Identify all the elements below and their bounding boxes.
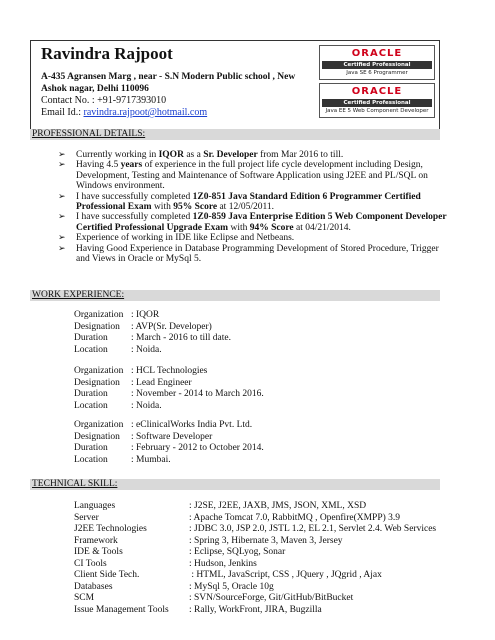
field-label: Duration	[74, 333, 108, 343]
cert-level: Certified Professional	[322, 61, 432, 69]
skill-value: : SVN/SourceForge, Git/GitHub/BitBucket	[189, 593, 354, 603]
arrowhead-bullet-icon: ➢	[58, 160, 66, 171]
text: Having Good Experience in Database Programming Development of Stored Procedure, Trigger and Views in Oracle or MySql 5.	[76, 243, 439, 265]
contact-number: +91-9717393010	[97, 95, 167, 106]
header-box	[30, 40, 440, 130]
field-label: Duration	[74, 443, 108, 453]
field-value: : Software Developer	[131, 431, 213, 442]
skill-row	[74, 501, 474, 513]
skill-value: : MySql 5, Oracle 10g	[189, 581, 274, 592]
text: with	[228, 222, 250, 233]
field-value: : AVP(Sr. Developer)	[131, 321, 212, 332]
field-value: : IQOR	[131, 310, 160, 320]
exp-organization	[74, 310, 354, 322]
experience-entry-eclinicalworks	[74, 420, 354, 466]
cert-level: Certified Professional	[322, 99, 432, 107]
skill-value: : HTML, JavaScript, CSS , JQuery , JQgrid , Ajax	[189, 570, 382, 580]
field-value: : March - 2016 to till date.	[131, 333, 231, 343]
list-item	[56, 212, 451, 233]
skill-row	[74, 570, 474, 582]
field-label: Organization	[74, 310, 124, 320]
text-bold: Sr. Developer	[203, 150, 258, 160]
text: Having 4.5	[76, 160, 121, 171]
skill-row	[74, 582, 474, 594]
text: Experience of working in IDE like Eclipse and Netbeans.	[76, 233, 295, 244]
list-item	[56, 160, 451, 191]
text: at 12/05/2011.	[217, 202, 275, 213]
text: I have successfully completed	[76, 191, 193, 202]
field-label: Organization	[74, 420, 124, 430]
exp-designation	[74, 322, 354, 334]
exp-organization	[74, 420, 354, 432]
field-value: : February - 2012 to October 2014.	[131, 443, 264, 453]
certification-logos	[319, 45, 435, 121]
email-label: Email Id.:	[41, 107, 81, 118]
text-bold: 1Z0-851 Java Standard Edition 6 Programmer Certified Professional Exam	[76, 191, 421, 213]
skill-label: Client Side Tech.	[74, 570, 140, 580]
section-work-experience: WORK EXPERIENCE:	[30, 290, 440, 301]
header-contact-block	[41, 43, 311, 119]
skill-row	[74, 559, 474, 571]
email-link[interactable]: ravindra.rajpoot@hotmail.com	[83, 107, 208, 118]
text: from Mar 2016 to till.	[257, 150, 344, 160]
field-value: : November - 2014 to March 2016.	[131, 389, 264, 399]
skill-label: SCM	[74, 593, 95, 603]
list-item	[56, 192, 451, 213]
field-label: Designation	[74, 321, 120, 332]
oracle-logo-text: ORACLE	[351, 86, 403, 97]
skill-label: Server	[74, 512, 99, 523]
skill-row	[74, 524, 474, 536]
cert-title: Java SE 6 Programmer	[346, 70, 408, 76]
exp-designation	[74, 378, 354, 390]
text: with	[151, 202, 174, 213]
exp-duration	[74, 333, 354, 345]
field-label: Location	[74, 454, 108, 465]
text: as a	[183, 150, 204, 160]
technical-skills-list	[74, 501, 474, 616]
field-label: Organization	[74, 366, 124, 376]
skill-value: : Apache Tomcat 7.0, RabbitMQ , Openfire(XMPP) 3.9	[189, 512, 401, 523]
list-item	[56, 233, 451, 243]
skill-row	[74, 605, 474, 617]
skill-label: CI Tools	[74, 558, 107, 569]
exp-organization	[74, 366, 354, 378]
email-line	[41, 107, 311, 119]
section-professional-details: PROFESSIONAL DETAILS:	[30, 129, 440, 140]
skill-value: : Spring 3, Hibernate 3, Maven 3, Jersey	[189, 535, 343, 546]
skill-value: : Hudson, Jenkins	[189, 558, 257, 569]
candidate-name: Ravindra Rajpoot	[41, 44, 173, 63]
field-value: : Lead Engineer	[131, 377, 192, 388]
arrowhead-bullet-icon: ➢	[58, 212, 66, 223]
arrowhead-bullet-icon: ➢	[58, 191, 66, 202]
address: A-435 Agransen Marg , near - S.N Modern Public school , New Ashok nagar, Delhi 110096	[41, 72, 296, 94]
exp-location	[74, 401, 354, 413]
exp-location	[74, 455, 354, 467]
list-item	[56, 150, 451, 160]
skill-value: : JDBC 3.0, JSP 2.0, JSTL 1.2, EL 2.1, Servlet 2.4. Web Services	[189, 524, 437, 534]
skill-label: Databases	[74, 581, 113, 592]
text: at 04/21/2014.	[293, 222, 351, 233]
field-label: Location	[74, 400, 108, 411]
skill-label: IDE & Tools	[74, 547, 123, 557]
skill-row	[74, 547, 474, 559]
skill-label: Issue Management Tools	[74, 604, 169, 615]
section-technical-skill: TECHNICAL SKILL:	[30, 479, 440, 490]
arrowhead-bullet-icon: ➢	[58, 243, 66, 254]
field-value: : Mumbai.	[131, 454, 171, 465]
text-bold: 1Z0-859 Java Enterprise Edition 5 Web Component Developer Certified Professional Upgrade Exam	[76, 212, 447, 233]
skill-row	[74, 593, 474, 605]
field-value: : Noida.	[131, 344, 162, 355]
exp-designation	[74, 432, 354, 444]
experience-entry-hcl	[74, 366, 354, 412]
oracle-cert-badge-ee5	[319, 83, 435, 118]
field-value: : Noida.	[131, 400, 162, 411]
contact-label: Contact No. :	[41, 95, 95, 106]
skill-value: : Eclipse, SQLyog, Sonar	[189, 547, 286, 557]
exp-duration	[74, 389, 354, 401]
skill-label: Languages	[74, 501, 116, 511]
skill-row	[74, 536, 474, 548]
text: Currently working in	[76, 150, 159, 160]
arrowhead-bullet-icon: ➢	[58, 233, 66, 244]
exp-duration	[74, 443, 354, 455]
field-label: Designation	[74, 431, 120, 442]
cert-title: Java EE 5 Web Component Developer	[325, 108, 429, 114]
skill-label: Framework	[74, 535, 118, 546]
professional-bullets	[56, 150, 451, 264]
text-bold: 94% Score	[249, 222, 294, 233]
text-bold: IQOR	[158, 150, 184, 160]
skill-value: : Rally, WorkFront, JIRA, Bugzilla	[189, 604, 322, 615]
text-bold: 95% Score	[173, 202, 218, 213]
exp-location	[74, 345, 354, 357]
text: of experience in the full project life cycle development including Design, Development, Testing and Maintenance of Software Application using J2EE and PL/SQL on Windows environment.	[76, 160, 428, 192]
arrowhead-bullet-icon: ➢	[58, 150, 66, 160]
oracle-logo-text: ORACLE	[351, 48, 403, 59]
field-label: Location	[74, 344, 108, 355]
field-label: Designation	[74, 377, 120, 388]
skill-row	[74, 513, 474, 525]
experience-entry-iqor	[74, 310, 354, 356]
skill-label: J2EE Technologies	[74, 524, 147, 534]
text-bold: years	[120, 160, 143, 171]
skill-value: : J2SE, J2EE, JAXB, JMS, JSON, XML, XSD	[189, 501, 367, 511]
contact-line	[41, 95, 311, 107]
field-value: : eClinicalWorks India Pvt. Ltd.	[131, 420, 253, 430]
list-item	[56, 244, 451, 265]
text: I have successfully completed	[76, 212, 193, 223]
field-value: : HCL Technologies	[131, 366, 208, 376]
oracle-cert-badge-se6	[319, 45, 435, 80]
field-label: Duration	[74, 389, 108, 399]
